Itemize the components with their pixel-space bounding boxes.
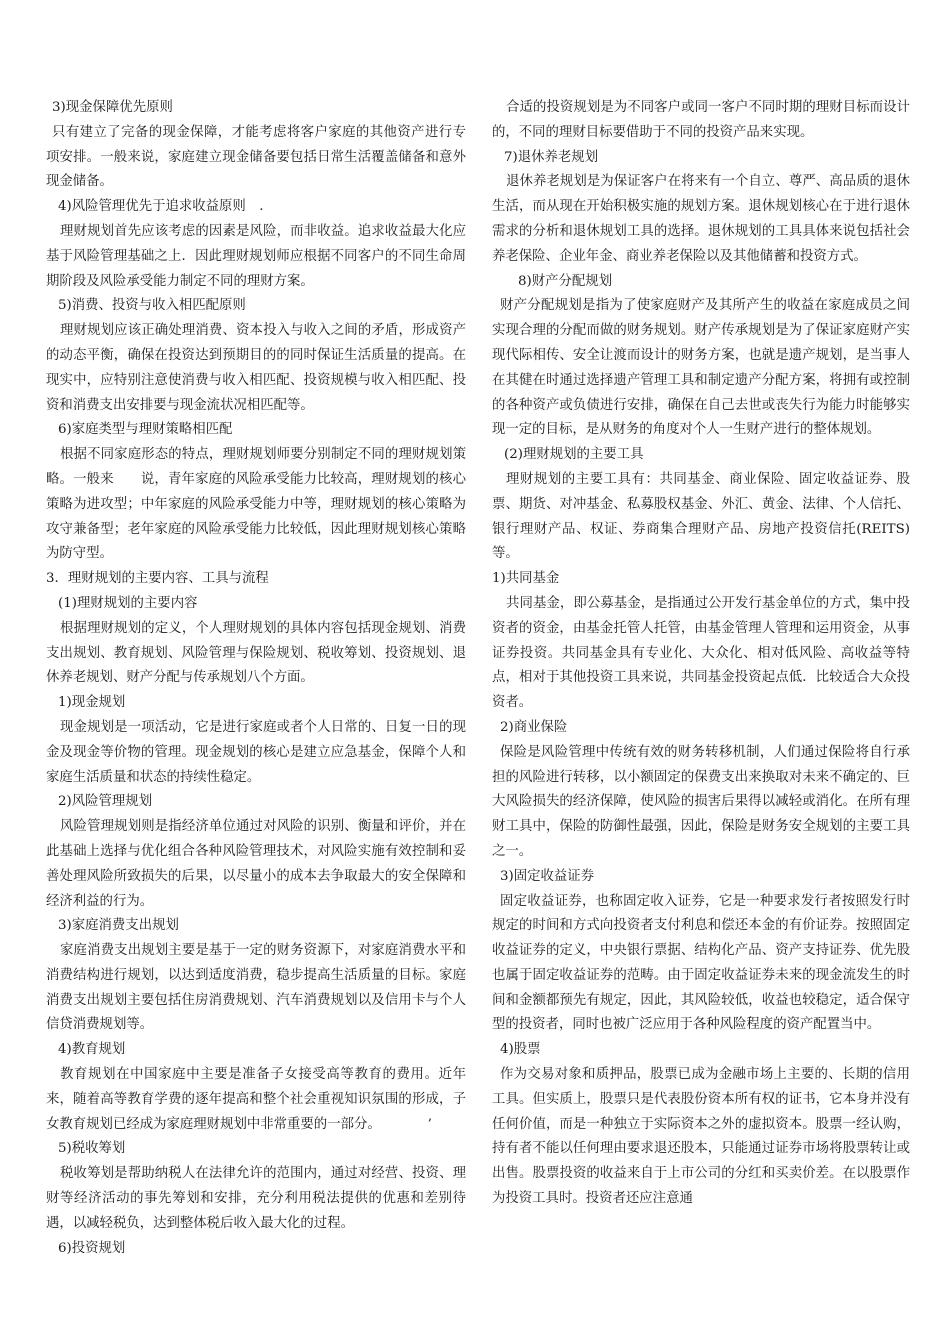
paragraph: 合适的投资规划是为不同客户或同一客户不同时期的理财目标而设计的，不同的理财目标要借助于不同的投资产品来实现。 [492, 100, 910, 140]
paragraph: 保险是风险管理中传统有效的财务转移机制，人们通过保险将自行承担的风险进行转移，以小额固定的保费支出来换取对未来不确定的、巨大风险损失的经济保障，使风险的损害后果得以减轻或消化。在所有理财工具中，保险的防御性最强，因此，保险是财务安全规划的主要工具之一。 [492, 744, 910, 859]
section-heading: 8)财产分配规划 [518, 273, 613, 289]
paragraph: 财产分配规划是指为了使家庭财产及其所产生的收益在家庭成员之间实现合理的分配而做的财务规划。财产传承规划是为了保证家庭财产实现代际相传、安全让渡而设计的财务方案，也就是遗产规划，是当事人在其健在时通过选择遗产管理工具和制定遗产分配方案，将拥有或控制的各种资产或负债进行安排，确保在自己去世或丧失行为能力时能够实现一定的目标，是从财务的角度对个人一生财产进行的整体规划。 [492, 298, 910, 438]
section-heading: 6)家庭类型与理财策略相匹配 [58, 422, 233, 438]
section-heading: 7)退休养老规划 [504, 149, 599, 165]
left-column [46, 96, 466, 1261]
section-heading: 4)风险管理优先于追求收益原则 . [58, 199, 264, 215]
right-column [492, 96, 910, 1212]
paragraph: 教育规划在中国家庭中主要是准备子女接受高等教育的费用。近年来，随着高等教育学费的逐年提高和整个社会重视知识氛围的形成，子女教育规划已经成为家庭理财规划中非常重要的一部分。 ’ [46, 1067, 466, 1132]
paragraph: 退休养老规划是为保证客户在将来有一个自立、尊严、高品质的退休生活，而从现在开始积极实施的规划方案。退休规划核心在于进行退休需求的分析和退休规划工具的选择。退休规划的工具具体来说包括社会养老保险、企业年金、商业养老保险以及其他储蓄和投资方式。 [492, 174, 910, 264]
paragraph: 根据不同家庭形态的特点，理财规划师要分别制定不同的理财规划策略。一般来 说，青年家庭的风险承受能力比较高，理财规划的核心策略为进攻型；中年家庭的风险承受能力中等，理财规划的核心策略为攻守兼备型；老年家庭的风险承受能力比较低，因此理财规划核心策略为防守型。 [46, 447, 466, 562]
paragraph: 理财规划的主要工具有：共同基金、商业保险、固定收益证券、股票、期货、对冲基金、私募股权基金、外汇、黄金、法律、个人信托、银行理财产品、权证、券商集合理财产品、房地产投资信托(REITS)等。 [492, 471, 910, 562]
section-heading: 5)税收筹划 [58, 1141, 126, 1157]
section-heading: (2)理财规划的主要工具 [504, 447, 644, 463]
paragraph: 固定收益证券，也称固定收入证券，它是一种要求发行者按照发行时规定的时间和方式向投资者支付利息和偿还本金的有价证券。按照固定收益证券的定义，中央银行票据、结构化产品、资产支持证券、优先股也属于固定收益证券的范畴。由于固定收益证券未来的现金流发生的时间和金额都预先有规定，因此，其风险较低，收益也较稳定，适合保守型的投资者，同时也被广泛应用于各种风险程度的资产配置当中。 [492, 893, 910, 1033]
section-heading: 4)教育规划 [58, 1042, 126, 1058]
paragraph: 理财规划应该正确处理消费、资本投入与收入之间的矛盾，形成资产的动态平衡，确保在投资达到预期目的的同时保证生活质量的提高。在现实中，应特别注意使消费与收入相匹配、投资规模与收入相匹配、投资和消费支出安排要与现金流状况相匹配等。 [46, 323, 466, 413]
section-heading: 3)固定收益证券 [500, 868, 595, 884]
paragraph: 根据理财规划的定义，个人理财规划的具体内容包括现金规划、消费支出规划、教育规划、风险管理与保险规划、税收筹划、投资规划、退休养老规划、财产分配与传承规划八个方面。 [46, 620, 466, 686]
section-heading: 3．理财规划的主要内容、工具与流程 [46, 571, 269, 587]
paragraph: 风险管理规划则是指经济单位通过对风险的识别、衡量和评价，并在此基础上选择与优化组合各种风险管理技术，对风险实施有效控制和妥善处理风险所致损失的后果，以尽量小的成本去争取最大的安全保障和经济利益的行为。 [46, 819, 466, 909]
paragraph: 税收筹划是帮助纳税人在法律允许的范围内，通过对经营、投资、理财等经济活动的事先筹划和安排，充分利用税法提供的优惠和差别待遇，以减轻税负，达到整体税后收入最大化的过程。 [46, 1166, 466, 1231]
section-heading: 1)现金规划 [58, 695, 126, 711]
section-heading: 5)消费、投资与收入相匹配原则 [58, 298, 246, 314]
paragraph: 现金规划是一项活动，它是进行家庭或者个人日常的、日复一日的现金及现金等价物的管理。现金规划的核心是建立应急基金，保障个人和家庭生活质量和状态的持续性稳定。 [46, 719, 466, 785]
paragraph: 只有建立了完备的现金保障，才能考虑将客户家庭的其他资产进行专项安排。一般来说，家庭建立现金储备要包括日常生活覆盖储备和意外现金储备。 [46, 124, 466, 190]
paragraph: 作为交易对象和质押品，股票已成为金融市场上主要的、长期的信用工具。但实质上，股票只是代表股份资本所有权的证书，它本身并没有任何价值，而是一种独立于实际资本之外的虚拟资本。股票一经认购，持有者不能以任何理由要求退还股本，只能通过证券市场将股票转让或出售。股票投资的收益来自于上市公司的分红和买卖价差。在以股票作为投资工具时。投资者还应注意通 [492, 1067, 910, 1207]
paragraph: 共同基金，即公募基金，是指通过公开发行基金单位的方式，集中投资者的资金，由基金托管人托管，由基金管理人管理和运用资金，从事证券投资。共同基金具有专业化、大众化、相对低风险、高收益等特点，相对于其他投资工具来说，共同基金投资起点低．比较适合大众投资者。 [492, 595, 910, 711]
section-heading: 6)投资规划 [58, 1240, 126, 1256]
section-heading: 1)共同基金 [492, 571, 560, 587]
section-heading: 3)现金保障优先原则 [52, 100, 173, 115]
paragraph: 理财规划首先应该考虑的因素是风险，而非收益。追求收益最大化应基于风险管理基础之上．因此理财规划师应根据不同客户的不同生命周期阶段及风险承受能力制定不同的理财方案。 [46, 223, 466, 289]
section-heading: 2)风险管理规划 [58, 794, 153, 810]
section-heading: 2)商业保险 [500, 719, 568, 735]
section-heading: (1)理财规划的主要内容 [58, 595, 198, 611]
paragraph: 家庭消费支出规划主要是基于一定的财务资源下，对家庭消费水平和消费结构进行规划，以达到适度消费，稳步提高生活质量的目标。家庭消费支出规划主要包括住房消费规划、汽车消费规划以及信用卡与个人信贷消费规划等。 [46, 943, 466, 1033]
section-heading: 3)家庭消费支出规划 [58, 918, 179, 934]
section-heading: 4)股票 [500, 1042, 541, 1058]
